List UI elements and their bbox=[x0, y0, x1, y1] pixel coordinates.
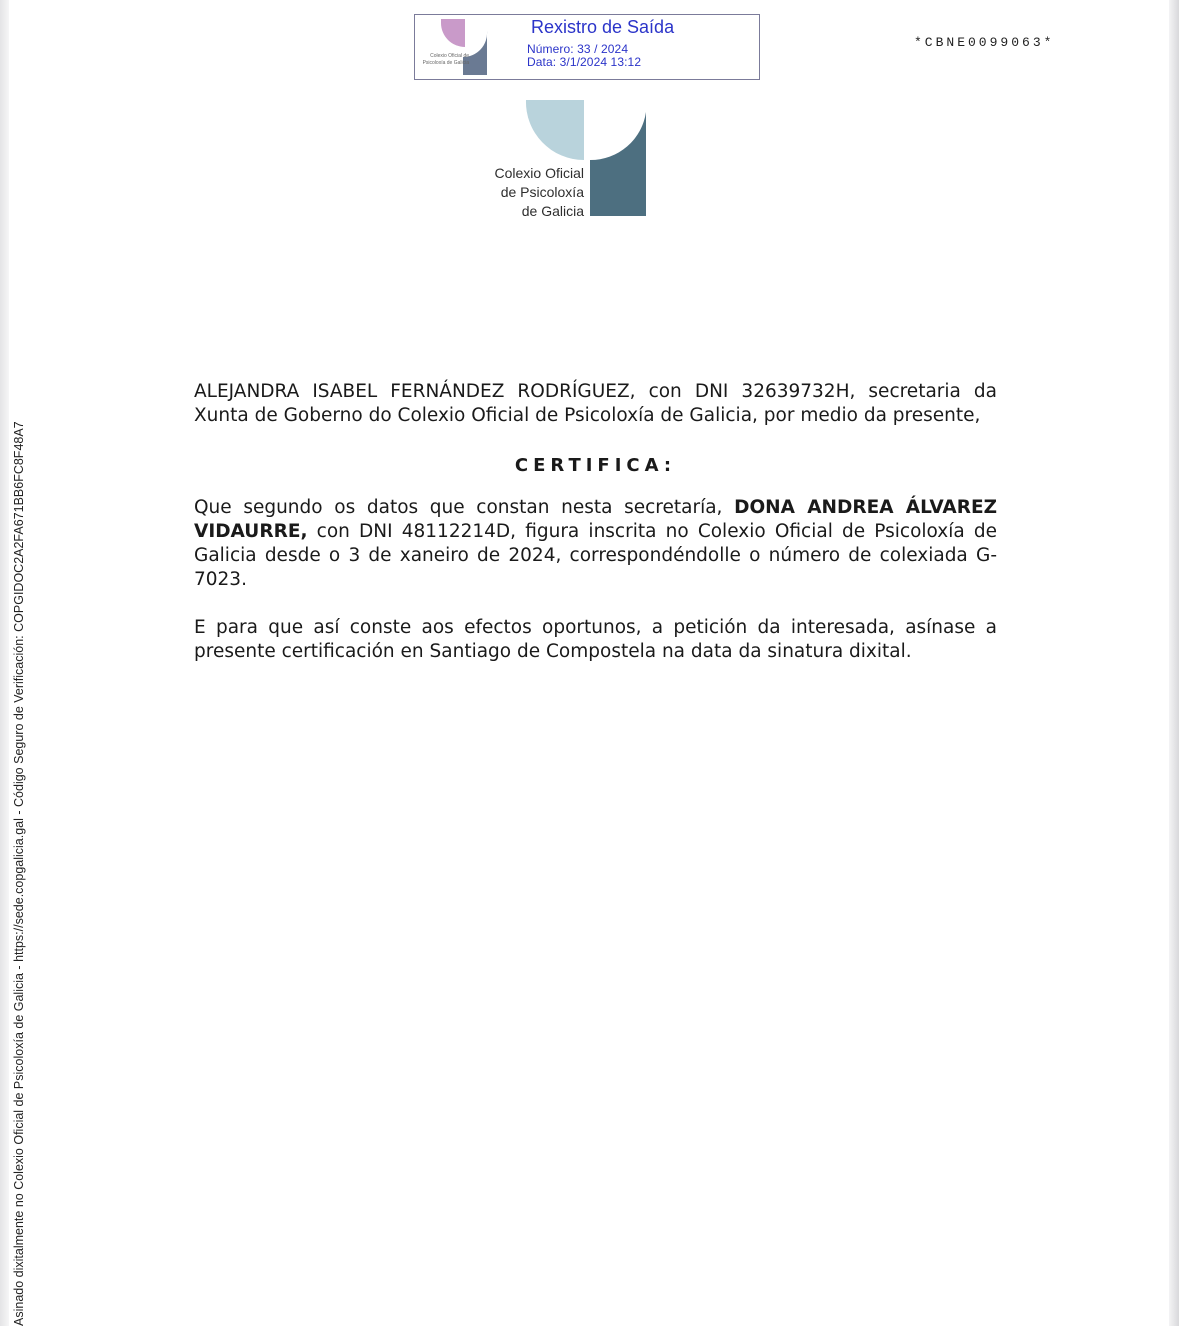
certifica-heading: CERTIFICA: bbox=[514, 455, 677, 476]
member-name: DONA ANDREA ÁLVAREZ VIDAURRE, bbox=[194, 497, 997, 542]
registry-stamp bbox=[414, 14, 760, 80]
logo-text bbox=[495, 164, 584, 221]
certification-paragraph bbox=[194, 496, 997, 592]
p2-text-after: con DNI 48112214D, figura inscrita no Colexio Oficial de Psicoloxía de Galicia desde o 3 de xaneiro de 2024, correspondéndolle o número de colexiada G-7023. bbox=[194, 521, 997, 590]
intro-paragraph: ALEJANDRA ISABEL FERNÁNDEZ RODRÍGUEZ, con DNI 32639732H, secretaria da Xunta de Goberno do Colexio Oficial de Psicoloxía de Galicia, por medio da presente, bbox=[194, 381, 997, 426]
logo-line-1: Colexio Oficial bbox=[494, 165, 584, 181]
stamp-number: Número: 33 / 2024 bbox=[527, 42, 629, 56]
logo-line-2: de Psicoloxía bbox=[500, 184, 584, 200]
page-right-edge bbox=[1169, 0, 1179, 1326]
logo-line-3: de Galicia bbox=[521, 203, 584, 219]
stamp-title: Rexistro de Saída bbox=[531, 17, 675, 37]
page-left-edge bbox=[0, 0, 9, 1326]
document-code: *CBNE0099063* bbox=[914, 35, 1055, 50]
verification-side-text: Asinado dixitalmente no Colexio Oficial de Psicoloxía de Galicia - https://sede.copgalicia.gal - Código Seguro de Verificación: COPGIDOC2A2FA671BB6FC8F48A7 bbox=[12, 421, 26, 1326]
certificate-body bbox=[194, 380, 997, 664]
stamp-date: Data: 3/1/2024 13:12 bbox=[527, 55, 642, 69]
p2-text-before: Que segundo os datos que constan nesta secretaría, bbox=[194, 497, 735, 518]
stamp-logo-text: Colexio Oficial de Psicoloxía de Galicia bbox=[422, 53, 469, 66]
stamp-logo bbox=[423, 17, 489, 77]
closing-paragraph: E para que así conste aos efectos oportunos, a petición da interesada, asínase a presente certificación en Santiago de Compostela na data da sinatura dixital. bbox=[194, 617, 997, 662]
colexio-logo bbox=[492, 98, 652, 222]
